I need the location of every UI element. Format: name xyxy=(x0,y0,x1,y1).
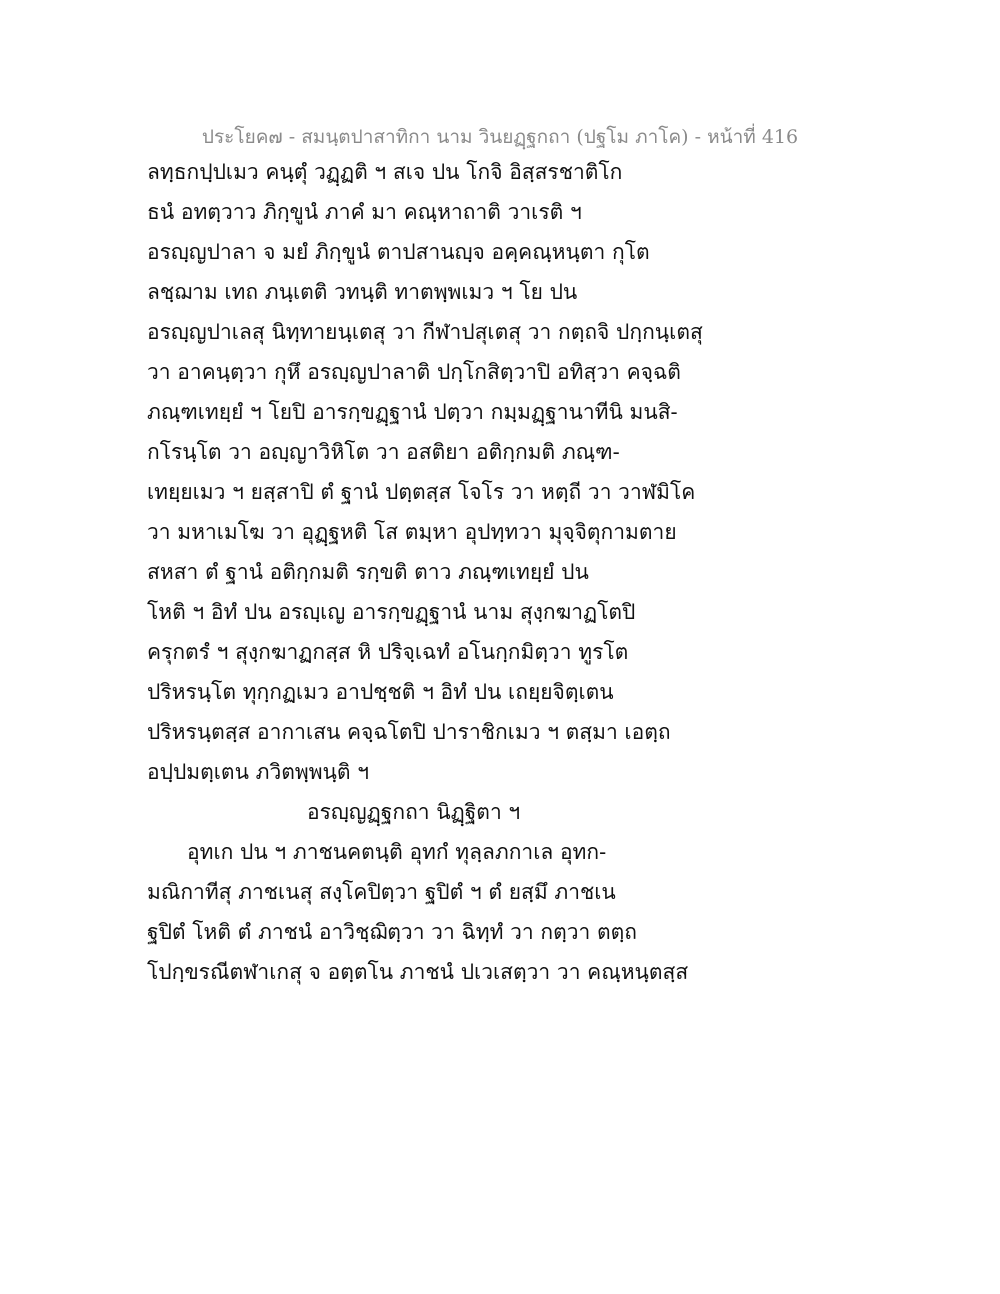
text-line: โหติ ฯ อิทํ ปน อรญฺเญ อารกฺขฏฺฐานํ นาม สุงฺกฆาฏโตปิ xyxy=(147,600,636,624)
section-end-heading: อรญฺญฏฺฐกถา นิฏฺฐิตา ฯ xyxy=(307,800,521,824)
text-line: วา มหาเมโฆ วา อุฏฺฐหติ โส ตมฺหา อุปทฺทวา มุจฺจิตุกามตาย xyxy=(147,520,677,544)
text-line: ฐปิตํ โหติ ตํ ภาชนํ อาวิชฺฌิตฺวา วา ฉิทฺทํ วา กตฺวา ตตฺถ xyxy=(147,920,637,944)
text-line: ปริหรนฺตสฺส อากาเสน คจฺฉโตปิ ปาราชิกเมว ฯ ตสฺมา เอตฺถ xyxy=(147,720,671,744)
text-line: ธนํ อทตฺวาว ภิกฺขูนํ ภาคํ มา คณฺหาถาติ วาเรติ ฯ xyxy=(147,200,582,224)
text-line: ลทฺธกปฺปเมว คนฺตุํ วฏฺฏติ ฯ สเจ ปน โกจิ อิสฺสรชาติโก xyxy=(147,160,623,184)
text-line: วา อาคนฺตฺวา กุหึ อรญฺญปาลาติ ปกฺโกสิตฺวาปิ อทิสฺวา คจฺฉติ xyxy=(147,360,681,384)
text-line: เทยฺยเมว ฯ ยสฺสาปิ ตํ ฐานํ ปตฺตสฺส โจโร วา หตฺถี วา วาฬมิโค xyxy=(147,480,696,504)
text-line: ภณฺฑเทยฺยํ ฯ โยปิ อารกฺขฏฺฐานํ ปตฺวา กมฺมฏฺฐานาทีนิ มนสิ- xyxy=(147,400,678,424)
body-text xyxy=(147,152,867,992)
text-line: อรญฺญปาลา จ มยํ ภิกฺขูนํ ตาปสานญฺจ อคฺคณฺหนฺตา กุโต xyxy=(147,240,650,264)
text-line: สหสา ตํ ฐานํ อติกฺกมติ รกฺขติ ตาว ภณฺฑเทยฺยํ ปน xyxy=(147,560,589,584)
text-line: ปริหรนฺโต ทุกฺกฏเมว อาปชฺชติ ฯ อิทํ ปน เถยฺยจิตฺเตน xyxy=(147,680,614,704)
paragraph-first-line: อุทเก ปน ฯ ภาชนคตนฺติ อุทกํ ทุลฺลภกาเล อุทก- xyxy=(187,840,607,864)
text-line: มณิกาทีสุ ภาชเนสุ สงฺโคปิตฺวา ฐปิตํ ฯ ตํ ยสฺมึ ภาชเน xyxy=(147,880,616,904)
text-line: กโรนฺโต วา อญฺญาวิหิโต วา อสติยา อติกฺกมติ ภณฺฑ- xyxy=(147,440,620,464)
text-line: โปกฺขรณีตฬาเกสุ จ อตฺตโน ภาชนํ ปเวเสตฺวา วา คณฺหนฺตสฺส xyxy=(147,960,689,984)
text-line: อปฺปมตฺเตน ภวิตพฺพนฺติ ฯ xyxy=(147,760,370,784)
text-line: ลชฺฌาม เทถ ภนฺเตติ วทนฺติ ทาตพฺพเมว ฯ โย ปน xyxy=(147,280,578,304)
text-line: ครุกตรํ ฯ สุงฺกฆาฏกสฺส หิ ปริจฺเฉทํ อโนกฺกมิตฺวา ทูรโต xyxy=(147,640,629,664)
text-line: อรญฺญปาเลสุ นิทฺทายนฺเตสุ วา กีฬาปสุเตสุ วา กตฺถจิ ปกฺกนฺเตสุ xyxy=(147,320,703,344)
running-header: ประโยค๗ - สมนฺตปาสาทิกา นาม วินยฏฺฐกถา (ปฐโม ภาโค) - หน้าที่ 416 xyxy=(201,126,799,148)
